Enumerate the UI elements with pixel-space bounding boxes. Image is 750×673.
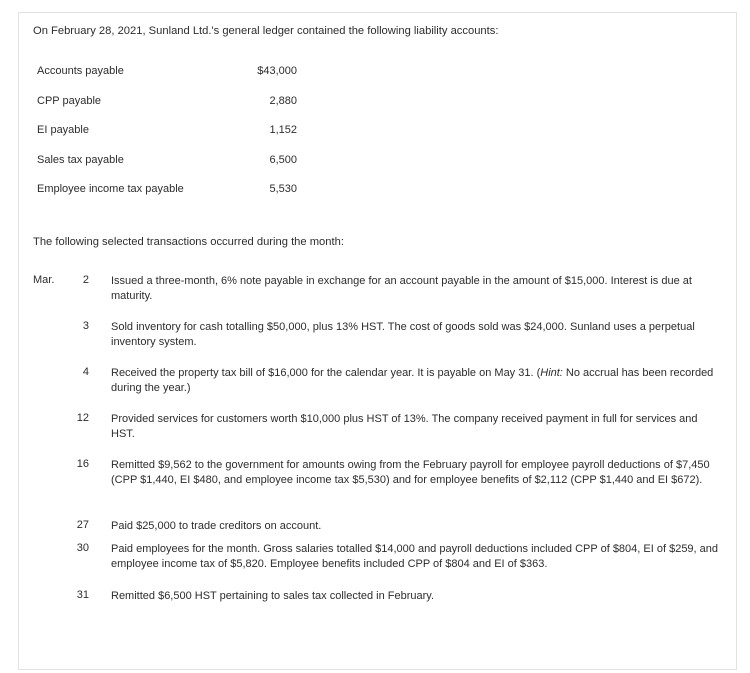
transaction-day: 16 xyxy=(76,458,89,470)
transaction-day: 27 xyxy=(76,519,89,531)
transaction-row xyxy=(33,542,733,589)
account-name: Employee income tax payable xyxy=(37,183,184,195)
ledger-row xyxy=(37,95,297,125)
transaction-text: Sold inventory for cash totalling $50,000, plus 13% HST. The cost of goods sold was $24,000. Sunland uses a perpetual inventory system. xyxy=(111,321,695,348)
transaction-text: Provided services for customers worth $10,000 plus HST of 13%. The company received payment in full for services and HST. xyxy=(111,413,698,440)
ledger-row xyxy=(37,154,297,184)
transaction-day: 3 xyxy=(82,320,89,332)
ledger-row xyxy=(37,65,297,95)
transaction-row xyxy=(33,519,733,542)
ledger-row xyxy=(37,183,297,213)
month-label: Mar. xyxy=(33,274,55,286)
account-name: Sales tax payable xyxy=(37,153,124,166)
transaction-day: 2 xyxy=(82,274,89,286)
transactions-heading: The following selected transactions occurred during the month: xyxy=(33,236,344,248)
question-card xyxy=(18,12,737,670)
account-name: EI payable xyxy=(37,124,89,136)
transaction-day: 31 xyxy=(76,589,89,601)
account-amount: 1,152 xyxy=(269,124,297,136)
text-part: No accrual has been recorded during the year.) xyxy=(111,367,714,394)
transaction-text: Issued a three-month, 6% note payable in exchange for an account payable in the amount of $15,000. Interest is due at maturity. xyxy=(111,275,692,302)
transaction-text: Paid $25,000 to trade creditors on account. xyxy=(111,520,322,532)
transaction-text: Paid employees for the month. Gross salaries totalled $14,000 and payroll deductions included CPP of $804, EI of $259, and employee income tax of $5,820. Employee benefits included CPP of $804 and EI of $363. xyxy=(111,543,719,570)
account-amount: 2,880 xyxy=(269,94,297,107)
transaction-day: 12 xyxy=(76,412,89,424)
hint-label: Hint: xyxy=(540,367,563,379)
transactions-list xyxy=(33,274,733,609)
transaction-text: Remitted $6,500 HST pertaining to sales tax collected in February. xyxy=(111,590,435,602)
account-amount: $43,000 xyxy=(257,65,297,77)
text-part: Received the property tax bill of $16,000 for the calendar year. It is payable on May 31. ( xyxy=(111,367,541,379)
account-name: Accounts payable xyxy=(37,65,124,77)
transaction-text: Remitted $9,562 to the government for amounts owing from the February payroll for employee payroll deductions of $7,450 (CPP $1,440, EI $480, and employee income tax $5,530) and for employee benefits of $2,112 (CPP $1,440 and EI $672). xyxy=(111,459,710,486)
transaction-day: 4 xyxy=(82,366,89,378)
transaction-day: 30 xyxy=(76,542,89,554)
transaction-row xyxy=(33,458,733,519)
transaction-text xyxy=(111,366,721,396)
transaction-row xyxy=(33,589,733,609)
transaction-row xyxy=(33,366,733,412)
transaction-row xyxy=(33,320,733,366)
intro-text: On February 28, 2021, Sunland Ltd.'s general ledger contained the following liability accounts: xyxy=(33,25,499,37)
transaction-row xyxy=(33,412,733,458)
ledger-row xyxy=(37,124,297,154)
account-amount: 6,500 xyxy=(269,153,297,166)
account-name: CPP payable xyxy=(37,94,102,107)
liability-accounts-table xyxy=(37,65,297,213)
account-amount: 5,530 xyxy=(269,183,297,195)
transaction-row xyxy=(33,274,733,320)
